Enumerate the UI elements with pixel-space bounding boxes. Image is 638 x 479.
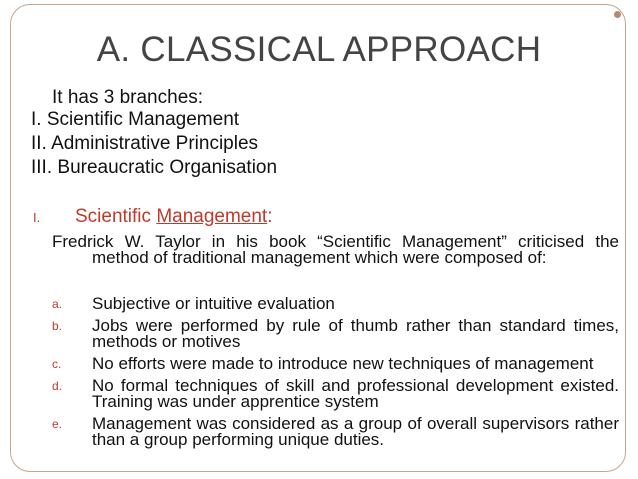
list-item-text: No efforts were made to introduce new techniques of management <box>92 354 594 373</box>
list-marker: e. <box>52 417 63 431</box>
list-item <box>52 378 619 410</box>
taylor-paragraph <box>52 234 619 266</box>
list-marker: c. <box>52 357 62 371</box>
section-numeral: I. <box>33 210 41 225</box>
branch-item-scientific: I. Scientific Management <box>31 109 240 130</box>
branch-list <box>31 108 277 180</box>
branch-item-bureaucratic: III. Bureaucratic Organisation <box>31 157 278 178</box>
section-heading-word1: Scientific <box>75 206 152 227</box>
list-item-text: Management was considered as a group of overall supervisors rather than a group performing unique duties. <box>92 414 619 449</box>
list-marker: d. <box>52 379 63 393</box>
intro-text: It has 3 branches: <box>52 87 204 108</box>
list-item-text: Jobs were performed by rule of thumb rather than standard times, methods or motives <box>92 316 619 351</box>
section-heading-colon: : <box>267 206 273 227</box>
section-heading <box>33 205 273 230</box>
slide-title: A. CLASSICAL APPROACH <box>96 30 542 69</box>
list-item <box>52 356 619 372</box>
list-item <box>52 296 619 312</box>
paragraph-text: Fredrick W. Taylor in his book “Scientific Management” criticised the method of traditional management which were composed of: <box>52 232 619 267</box>
list-marker: b. <box>52 319 63 333</box>
list-item-text: Subjective or intuitive evaluation <box>92 294 335 313</box>
list-item <box>52 416 619 448</box>
frame-dot-ornament <box>614 11 621 18</box>
list-marker: a. <box>52 297 63 311</box>
criticism-list <box>52 296 619 448</box>
list-item <box>52 318 619 350</box>
section-heading-word2: Management <box>156 206 268 227</box>
list-item-text: No formal techniques of skill and professional development existed. Training was under apprentice system <box>92 376 619 411</box>
branch-item-administrative: II. Administrative Principles <box>31 133 259 154</box>
